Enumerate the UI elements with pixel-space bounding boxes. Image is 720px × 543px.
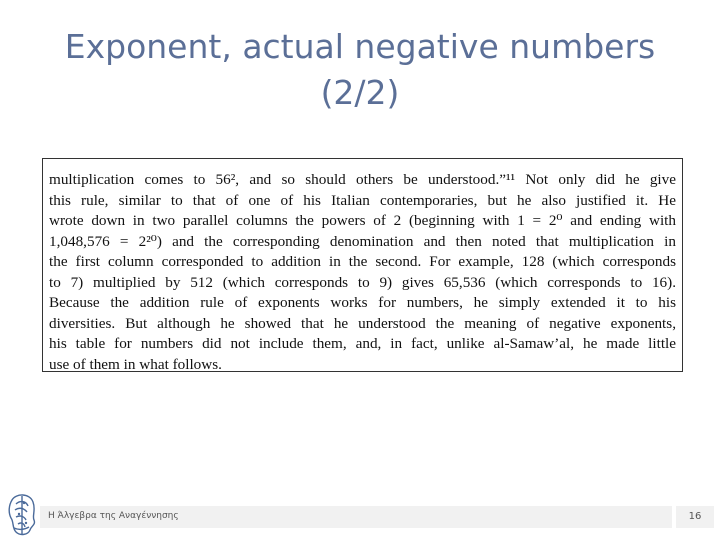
slide-title-line-1: Exponent, actual negative numbers	[64, 27, 656, 66]
excerpt-line: 1,048,576 = 2²⁰) and the corresponding denomination and then noted that multiplication in	[49, 232, 676, 250]
page-number: 16	[676, 506, 714, 528]
excerpt-line: Because the addition rule of exponents works for numbers, he simply extended it to his	[49, 294, 676, 311]
excerpt-line: multiplication comes to 56², and so should others be understood.”¹¹ Not only did he give	[49, 171, 676, 188]
excerpt-line: use of them in what follows.	[49, 355, 222, 372]
excerpt-line: diversities. But although he showed that he understood the meaning of negative exponents,	[49, 314, 676, 332]
excerpt-line: his table for numbers did not include them, and, in fact, unlike al-Samaw’al, he made little	[49, 335, 676, 352]
slide-title	[40, 24, 680, 116]
excerpt-line: wrote down in two parallel columns the powers of 2 (beginning with 1 = 2⁰ and ending with	[49, 212, 676, 229]
footer-course-title: Η Άλγεβρα της Αναγέννησης	[48, 511, 179, 521]
excerpt-line: this rule, similar to that of one of his Italian contemporaries, but he also justified it. He	[49, 191, 676, 209]
slide-title-line-2: (2/2)	[320, 73, 400, 112]
excerpt-text	[49, 170, 676, 372]
book-excerpt-image	[42, 158, 683, 372]
university-logo-icon	[4, 490, 40, 538]
excerpt-line: to 7) multiplied by 512 (which corresponds to 9) gives 65,536 (which corresponds to 16).	[49, 273, 676, 291]
footer-bar	[40, 506, 672, 528]
excerpt-line: the first column corresponded to addition in the second. For example, 128 (which corresponds	[49, 253, 676, 270]
